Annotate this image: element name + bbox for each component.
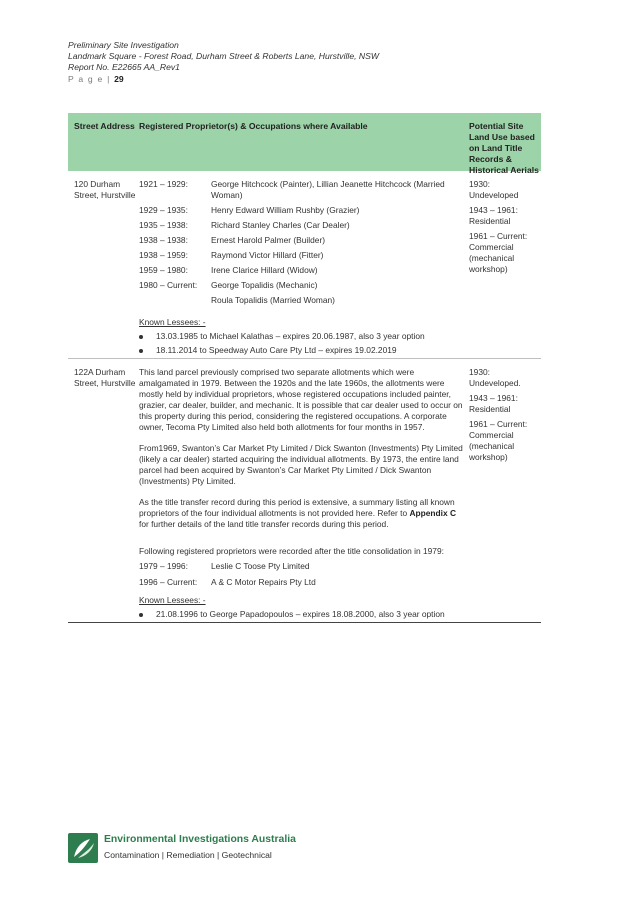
cell-land-use xyxy=(469,367,541,463)
table-header xyxy=(68,112,541,175)
land-use-entry: 1961 – Current: Commercial (mechanical workshop) xyxy=(469,231,528,274)
eia-logo-icon xyxy=(68,833,98,863)
cell-address: 120 Durham Street, Hurstville xyxy=(74,179,136,200)
owner-name: Raymond Victor Hillard (Fitter) xyxy=(211,250,324,260)
owner-dates: 1921 – 1929: xyxy=(139,179,188,189)
brand-name: Environmental Investigations Australia xyxy=(104,834,296,845)
bullet-icon xyxy=(139,349,143,353)
land-use-entry: 1961 – Current: Commercial (mechanical workshop) xyxy=(469,419,528,462)
header-land-use: Potential Site Land Use based on Land Title Records & Historical Aerials xyxy=(469,121,539,175)
bullet-icon xyxy=(139,613,143,617)
owner-name: George Topalidis (Mechanic) xyxy=(211,280,318,290)
bullet-icon xyxy=(139,335,143,339)
paragraph-swanton: From1969, Swanton’s Car Market Pty Limited / Dick Swanton (Investments) Pty Limited (likely a car dealer) started acquiring the individual allotments. By 1973, the entire land parcel had been acquired by Swanton’s Car Market Pty Limited / Dick Swanton (Investments) Pty Limited. xyxy=(139,443,463,486)
page-indicator xyxy=(68,74,379,85)
lessee-text: 18.11.2014 to Speedway Auto Care Pty Ltd – expires 19.02.2019 xyxy=(156,345,397,355)
owner-name: George Hitchcock (Painter), Lillian Jeanette Hitchcock (Married Woman) xyxy=(211,179,445,200)
header-proprietors: Registered Proprietor(s) & Occupations where Available xyxy=(139,121,368,131)
appendix-c-reference: Appendix C xyxy=(409,508,457,518)
known-lessees-label: Known Lessees: - xyxy=(139,317,206,327)
lessee-text: 21.08.1996 to George Papadopoulos – expires 18.08.2000, also 3 year option xyxy=(156,609,445,619)
known-lessees-label: Known Lessees: - xyxy=(139,595,206,605)
page-label: P a g e xyxy=(68,73,104,84)
owner-dates: 1959 – 1980: xyxy=(139,265,188,275)
table-row xyxy=(68,359,541,623)
land-title-table xyxy=(68,112,541,623)
paragraph-consolidation: Following registered proprietors were recorded after the title consolidation in 1979: xyxy=(139,546,444,556)
owner-name: Ernest Harold Palmer (Builder) xyxy=(211,235,326,245)
lessee-item xyxy=(139,609,445,620)
owner-name: Irene Clarice Hillard (Widow) xyxy=(211,265,318,275)
paragraph-appendix-text: As the title transfer record during this period is extensive, a summary listing all known proprietors of the four individual allotments is not provided here. Refer to xyxy=(139,497,455,518)
owner-dates: 1935 – 1938: xyxy=(139,220,188,230)
owner-name: Henry Edward William Rushby (Grazier) xyxy=(211,205,360,215)
owner-dates: 1938 – 1938: xyxy=(139,235,188,245)
cell-address: 122A Durham Street, Hurstville xyxy=(74,367,136,388)
paragraph-history: This land parcel previously comprised two separate allotments which were amalgamated in 1979. Between the 1920s and the late 1960s, the allotments were mostly held by individual proprietors, whose registered occupations included painter, grazier, car dealer, builder, and mechanic. It is possible that car dealer used to occur on this property during this period, considering the registered occupations. A corporate owner, Tecoma Pty Limited also held both allotments for four months in 1957. xyxy=(139,367,463,432)
owner-name: Roula Topalidis (Married Woman) xyxy=(211,295,335,305)
cell-land-use xyxy=(469,179,541,275)
report-title: Preliminary Site Investigation xyxy=(68,40,179,50)
owner-dates: 1996 – Current: xyxy=(139,577,198,587)
paragraph-appendix xyxy=(139,497,467,530)
report-site: Landmark Square - Forest Road, Durham Street & Roberts Lane, Hurstville, NSW xyxy=(68,51,379,62)
page-header xyxy=(68,40,379,85)
page-sep: | xyxy=(103,73,115,84)
owner-dates: 1929 – 1935: xyxy=(139,205,188,215)
owner-name: A & C Motor Repairs Pty Ltd xyxy=(211,577,316,587)
paragraph-appendix-text-end: for further details of the land title transfer records during this period. xyxy=(139,519,389,529)
land-use-entry: 1930: Undeveloped. xyxy=(469,367,521,388)
page-number: 29 xyxy=(114,73,124,84)
owner-name: Leslie C Toose Pty Limited xyxy=(211,561,310,571)
owner-name: Richard Stanley Charles (Car Dealer) xyxy=(211,220,350,230)
owner-dates: 1980 – Current: xyxy=(139,280,198,290)
land-use-entry: 1943 – 1961: Residential xyxy=(469,393,518,414)
report-number: Report No. E22665 AA_Rev1 xyxy=(68,62,180,73)
land-use-entry: 1930: Undeveloped xyxy=(469,179,519,200)
lessee-item xyxy=(139,345,397,356)
lessee-text: 13.03.1985 to Michael Kalathas – expires 20.06.1987, also 3 year option xyxy=(156,331,425,341)
header-street-address: Street Address xyxy=(74,121,135,131)
owner-dates: 1938 – 1959: xyxy=(139,250,188,260)
brand-tagline: Contamination | Remediation | Geotechnical xyxy=(104,850,272,860)
table-row xyxy=(68,171,541,359)
owner-dates: 1979 – 1996: xyxy=(139,561,188,571)
lessee-item xyxy=(139,331,425,342)
land-use-entry: 1943 – 1961: Residential xyxy=(469,205,518,226)
